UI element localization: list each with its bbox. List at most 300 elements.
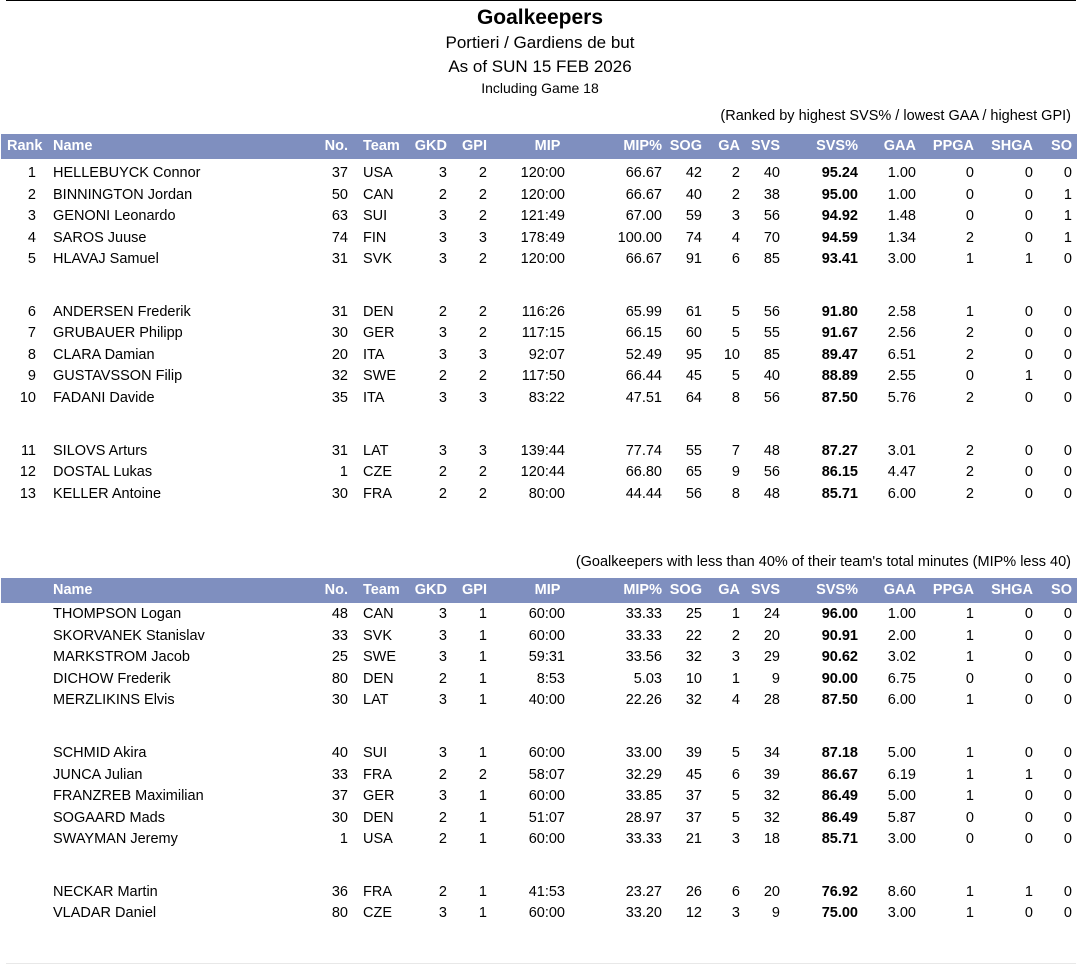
- cell-team: SWE: [363, 368, 397, 384]
- cell-gpi: 2: [478, 165, 487, 181]
- cell-mip: 83:22: [528, 390, 565, 406]
- cell-ga: 5: [731, 325, 740, 341]
- cell-shga: 1: [1024, 368, 1033, 384]
- column-header-shga: SHGA: [991, 582, 1033, 598]
- cell-gkd: 3: [438, 208, 447, 224]
- cell-so: 0: [1063, 692, 1072, 708]
- cell-team: USA: [363, 165, 393, 181]
- cell-rank: 7: [27, 325, 36, 341]
- cell-gkd: 3: [438, 390, 447, 406]
- cell-mipp: 65.99: [625, 304, 662, 320]
- cell-name: SWAYMAN Jeremy: [53, 831, 178, 847]
- cell-rank: 8: [27, 347, 36, 363]
- cell-gkd: 3: [438, 692, 447, 708]
- cell-mip: 139:44: [520, 443, 565, 459]
- cell-so: 1: [1063, 230, 1072, 246]
- cell-svsp: 89.47: [821, 347, 858, 363]
- column-header-gkd: GKD: [414, 582, 447, 598]
- cell-gaa: 3.00: [887, 905, 916, 921]
- cell-gaa: 1.00: [887, 187, 916, 203]
- table-row: [0, 603, 1080, 625]
- cell-mipp: 100.00: [617, 230, 662, 246]
- cell-so: 0: [1063, 745, 1072, 761]
- cell-sog: 21: [685, 831, 702, 847]
- cell-svs: 55: [763, 325, 780, 341]
- cell-gpi: 1: [478, 671, 487, 687]
- column-header-ppga: PPGA: [932, 582, 974, 598]
- cell-mip: 60:00: [528, 745, 565, 761]
- table-row: [0, 162, 1080, 184]
- cell-name: JUNCA Julian: [53, 767, 143, 783]
- cell-gpi: 2: [478, 325, 487, 341]
- column-header-row: [0, 578, 1080, 603]
- cell-mipp: 66.67: [625, 165, 662, 181]
- cell-svsp: 93.41: [821, 251, 858, 267]
- column-header-team: Team: [363, 582, 400, 598]
- cell-sog: 45: [685, 368, 702, 384]
- cell-ga: 3: [731, 905, 740, 921]
- cell-gkd: 2: [438, 884, 447, 900]
- cell-team: DEN: [363, 810, 394, 826]
- cell-name: CLARA Damian: [53, 347, 155, 363]
- cell-no: 20: [331, 347, 348, 363]
- cell-no: 37: [331, 788, 348, 804]
- cell-team: CAN: [363, 187, 394, 203]
- table-row: [0, 301, 1080, 323]
- cell-svs: 56: [763, 390, 780, 406]
- cell-svs: 40: [763, 368, 780, 384]
- cell-gpi: 1: [478, 628, 487, 644]
- cell-gaa: 1.34: [887, 230, 916, 246]
- cell-no: 31: [331, 251, 348, 267]
- cell-shga: 0: [1024, 325, 1033, 341]
- column-header-svs: SVS: [750, 582, 780, 598]
- cell-mipp: 66.67: [625, 251, 662, 267]
- table-row: [0, 461, 1080, 483]
- cell-ga: 6: [731, 767, 740, 783]
- cell-gaa: 5.00: [887, 788, 916, 804]
- cell-mipp: 66.15: [625, 325, 662, 341]
- column-header-sog: SOG: [669, 582, 702, 598]
- cell-mipp: 5.03: [633, 671, 662, 687]
- table-row: [0, 689, 1080, 711]
- cell-shga: 0: [1024, 606, 1033, 622]
- cell-so: 0: [1063, 347, 1072, 363]
- cell-svs: 9: [771, 905, 780, 921]
- cell-mip: 8:53: [536, 671, 565, 687]
- cell-ppga: 1: [965, 745, 974, 761]
- cell-so: 0: [1063, 325, 1072, 341]
- cell-no: 63: [331, 208, 348, 224]
- cell-so: 0: [1063, 905, 1072, 921]
- cell-team: GER: [363, 325, 395, 341]
- cell-ppga: 1: [965, 606, 974, 622]
- column-header-shga: SHGA: [991, 138, 1033, 154]
- cell-gpi: 2: [478, 368, 487, 384]
- column-header-row: [0, 134, 1080, 159]
- cell-svs: 32: [763, 810, 780, 826]
- cell-ppga: 0: [965, 165, 974, 181]
- cell-ppga: 0: [965, 187, 974, 203]
- cell-name: HLAVAJ Samuel: [53, 251, 159, 267]
- cell-svs: 85: [763, 347, 780, 363]
- cell-no: 30: [331, 810, 348, 826]
- cell-ppga: 1: [965, 304, 974, 320]
- cell-svs: 56: [763, 304, 780, 320]
- cell-mip: 60:00: [528, 905, 565, 921]
- cell-team: FIN: [363, 230, 387, 246]
- cell-no: 37: [331, 165, 348, 181]
- cell-mipp: 33.33: [625, 831, 662, 847]
- cell-shga: 0: [1024, 390, 1033, 406]
- table-row: [0, 322, 1080, 344]
- cell-team: FRA: [363, 767, 392, 783]
- cell-gkd: 2: [438, 464, 447, 480]
- column-header-ga: GA: [718, 582, 740, 598]
- cell-name: SILOVS Arturs: [53, 443, 148, 459]
- cell-no: 33: [331, 767, 348, 783]
- cell-no: 25: [331, 649, 348, 665]
- cell-shga: 1: [1024, 767, 1033, 783]
- cell-name: DOSTAL Lukas: [53, 464, 153, 480]
- cell-gaa: 6.51: [887, 347, 916, 363]
- table-row: [0, 248, 1080, 270]
- cell-gaa: 6.75: [887, 671, 916, 687]
- cell-svs: 39: [763, 767, 780, 783]
- cell-gaa: 8.60: [887, 884, 916, 900]
- cell-no: 35: [331, 390, 348, 406]
- cell-team: ITA: [363, 347, 385, 363]
- cell-ppga: 1: [965, 884, 974, 900]
- cell-mip: 120:00: [520, 251, 565, 267]
- cell-ppga: 2: [965, 443, 974, 459]
- cell-no: 80: [331, 905, 348, 921]
- cell-mipp: 66.67: [625, 187, 662, 203]
- cell-ga: 2: [731, 187, 740, 203]
- cell-shga: 0: [1024, 187, 1033, 203]
- including-game: Including Game 18: [481, 80, 599, 96]
- cell-ga: 5: [731, 304, 740, 320]
- cell-shga: 0: [1024, 208, 1033, 224]
- cell-svs: 29: [763, 649, 780, 665]
- cell-so: 1: [1063, 187, 1072, 203]
- cell-so: 0: [1063, 464, 1072, 480]
- report-header: [0, 5, 1080, 98]
- cell-name: SAROS Juuse: [53, 230, 147, 246]
- cell-gkd: 3: [438, 230, 447, 246]
- cell-so: 0: [1063, 165, 1072, 181]
- cell-svsp: 95.24: [821, 165, 858, 181]
- cell-gpi: 2: [478, 464, 487, 480]
- cell-svsp: 76.92: [821, 884, 858, 900]
- cell-gaa: 5.00: [887, 745, 916, 761]
- cell-gpi: 1: [478, 649, 487, 665]
- cell-so: 0: [1063, 486, 1072, 502]
- cell-sog: 22: [685, 628, 702, 644]
- cell-sog: 37: [685, 788, 702, 804]
- cell-so: 0: [1063, 628, 1072, 644]
- cell-svsp: 90.00: [821, 671, 858, 687]
- cell-mip: 117:50: [521, 368, 565, 384]
- cell-so: 0: [1063, 810, 1072, 826]
- cell-team: USA: [363, 831, 393, 847]
- cell-gkd: 2: [438, 304, 447, 320]
- cell-mipp: 77.74: [625, 443, 662, 459]
- cell-shga: 0: [1024, 443, 1033, 459]
- cell-gpi: 2: [478, 187, 487, 203]
- cell-mip: 116:26: [521, 304, 565, 320]
- cell-shga: 0: [1024, 347, 1033, 363]
- cell-shga: 0: [1024, 649, 1033, 665]
- cell-ga: 5: [731, 810, 740, 826]
- cell-gpi: 2: [478, 251, 487, 267]
- cell-gkd: 3: [438, 347, 447, 363]
- cell-gkd: 3: [438, 251, 447, 267]
- cell-gaa: 2.58: [887, 304, 916, 320]
- cell-gaa: 1.00: [887, 165, 916, 181]
- cell-gkd: 3: [438, 745, 447, 761]
- column-header-gaa: GAA: [883, 582, 916, 598]
- column-header-so: SO: [1051, 582, 1072, 598]
- cell-gkd: 3: [438, 606, 447, 622]
- cell-sog: 37: [685, 810, 702, 826]
- column-header-svs: SVS: [750, 138, 780, 154]
- ranking-note: (Ranked by highest SVS% / lowest GAA / highest GPI): [720, 108, 1071, 124]
- cell-rank: 1: [27, 165, 36, 181]
- cell-no: 1: [339, 464, 348, 480]
- cell-svs: 20: [763, 628, 780, 644]
- cell-shga: 0: [1024, 810, 1033, 826]
- cell-rank: 11: [20, 443, 36, 459]
- cell-ga: 3: [731, 649, 740, 665]
- cell-mipp: 66.80: [625, 464, 662, 480]
- column-header-ppga: PPGA: [932, 138, 974, 154]
- cell-rank: 3: [27, 208, 36, 224]
- cell-mip: 120:00: [520, 165, 565, 181]
- cell-sog: 64: [685, 390, 702, 406]
- column-header-svs: SVS%: [816, 582, 858, 598]
- cell-name: DICHOW Frederik: [53, 671, 171, 687]
- cell-gkd: 3: [438, 905, 447, 921]
- column-header-no: No.: [324, 138, 348, 154]
- top-rule: [6, 0, 1076, 1]
- cell-mipp: 44.44: [625, 486, 662, 502]
- table-row: [0, 483, 1080, 505]
- cell-mipp: 33.00: [625, 745, 662, 761]
- cell-so: 0: [1063, 831, 1072, 847]
- cell-ga: 5: [731, 788, 740, 804]
- cell-mip: 117:15: [521, 325, 565, 341]
- cell-mipp: 66.44: [625, 368, 662, 384]
- cell-svs: 32: [763, 788, 780, 804]
- cell-gpi: 1: [478, 788, 487, 804]
- cell-ga: 2: [731, 628, 740, 644]
- cell-ga: 4: [731, 230, 740, 246]
- cell-no: 31: [331, 443, 348, 459]
- column-header-gaa: GAA: [883, 138, 916, 154]
- cell-ppga: 1: [965, 767, 974, 783]
- cell-so: 0: [1063, 649, 1072, 665]
- cell-gkd: 3: [438, 325, 447, 341]
- cell-rank: 9: [27, 368, 36, 384]
- cell-svsp: 85.71: [821, 486, 858, 502]
- cell-gaa: 6.00: [887, 486, 916, 502]
- table-row: [0, 785, 1080, 807]
- cell-svsp: 90.62: [821, 649, 858, 665]
- cell-svs: 34: [763, 745, 780, 761]
- cell-svs: 40: [763, 165, 780, 181]
- cell-sog: 61: [685, 304, 702, 320]
- cell-team: SWE: [363, 649, 397, 665]
- cell-team: CZE: [363, 464, 392, 480]
- cell-rank: 6: [27, 304, 36, 320]
- cell-no: 50: [331, 187, 348, 203]
- cell-sog: 10: [685, 671, 702, 687]
- cell-gaa: 2.56: [887, 325, 916, 341]
- cell-mip: 58:07: [528, 767, 565, 783]
- cell-team: SUI: [363, 745, 388, 761]
- cell-ppga: 2: [965, 325, 974, 341]
- cell-gpi: 1: [478, 884, 487, 900]
- cell-ppga: 0: [965, 208, 974, 224]
- cell-gaa: 5.76: [887, 390, 916, 406]
- column-header-gkd: GKD: [414, 138, 447, 154]
- cell-gkd: 3: [438, 628, 447, 644]
- cell-mipp: 67.00: [625, 208, 662, 224]
- cell-shga: 0: [1024, 745, 1033, 761]
- cell-gpi: 2: [478, 486, 487, 502]
- cell-ppga: 1: [965, 251, 974, 267]
- cell-name: SKORVANEK Stanislav: [53, 628, 205, 644]
- column-header-team: Team: [363, 138, 400, 154]
- cell-gpi: 2: [478, 767, 487, 783]
- table-row: [0, 227, 1080, 249]
- table-row: [0, 668, 1080, 690]
- cell-team: GER: [363, 788, 395, 804]
- cell-no: 74: [331, 230, 348, 246]
- column-header-mip: MIP%: [623, 138, 662, 154]
- cell-shga: 0: [1024, 230, 1033, 246]
- cell-mipp: 33.33: [625, 628, 662, 644]
- cell-mip: 60:00: [528, 628, 565, 644]
- cell-sog: 60: [685, 325, 702, 341]
- cell-shga: 0: [1024, 464, 1033, 480]
- cell-mipp: 23.27: [625, 884, 662, 900]
- cell-no: 36: [331, 884, 348, 900]
- cell-team: FRA: [363, 884, 392, 900]
- table-row: [0, 625, 1080, 647]
- cell-name: BINNINGTON Jordan: [53, 187, 193, 203]
- cell-shga: 0: [1024, 486, 1033, 502]
- cell-sog: 65: [685, 464, 702, 480]
- cell-shga: 0: [1024, 905, 1033, 921]
- cell-sog: 91: [685, 251, 702, 267]
- table-row: [0, 828, 1080, 850]
- cell-svs: 24: [763, 606, 780, 622]
- cell-svs: 48: [763, 486, 780, 502]
- cell-mipp: 28.97: [625, 810, 662, 826]
- cell-so: 1: [1063, 208, 1072, 224]
- cell-mip: 80:00: [528, 486, 565, 502]
- table-row: [0, 344, 1080, 366]
- cell-svs: 56: [763, 208, 780, 224]
- cell-team: DEN: [363, 304, 394, 320]
- cell-mip: 41:53: [528, 884, 565, 900]
- table-row: [0, 902, 1080, 924]
- cell-ga: 1: [731, 606, 740, 622]
- cell-team: LAT: [363, 692, 389, 708]
- cell-so: 0: [1063, 671, 1072, 687]
- column-header-gpi: GPI: [462, 582, 487, 598]
- column-header-svs: SVS%: [816, 138, 858, 154]
- cell-mipp: 33.85: [625, 788, 662, 804]
- column-header-name: Name: [53, 138, 93, 154]
- cell-svsp: 87.18: [821, 745, 858, 761]
- cell-gaa: 2.55: [887, 368, 916, 384]
- cell-gaa: 4.47: [887, 464, 916, 480]
- cell-gaa: 3.01: [887, 443, 916, 459]
- cell-svsp: 94.92: [821, 208, 858, 224]
- cell-gaa: 1.48: [887, 208, 916, 224]
- cell-sog: 45: [685, 767, 702, 783]
- cell-shga: 0: [1024, 788, 1033, 804]
- cell-gkd: 2: [438, 831, 447, 847]
- column-header-mip: MIP%: [623, 582, 662, 598]
- cell-sog: 26: [685, 884, 702, 900]
- cell-gpi: 1: [478, 810, 487, 826]
- cell-svs: 20: [763, 884, 780, 900]
- cell-ga: 6: [731, 884, 740, 900]
- cell-no: 31: [331, 304, 348, 320]
- cell-sog: 40: [685, 187, 702, 203]
- cell-sog: 42: [685, 165, 702, 181]
- cell-shga: 0: [1024, 671, 1033, 687]
- cell-mip: 59:31: [528, 649, 565, 665]
- cell-sog: 59: [685, 208, 702, 224]
- cell-gaa: 3.00: [887, 831, 916, 847]
- cell-gaa: 3.02: [887, 649, 916, 665]
- cell-gpi: 2: [478, 304, 487, 320]
- cell-mipp: 33.20: [625, 905, 662, 921]
- cell-ppga: 2: [965, 347, 974, 363]
- column-header-ga: GA: [718, 138, 740, 154]
- cell-gpi: 3: [478, 347, 487, 363]
- cell-so: 0: [1063, 304, 1072, 320]
- cell-ppga: 2: [965, 390, 974, 406]
- cell-ppga: 2: [965, 464, 974, 480]
- table-row: [0, 205, 1080, 227]
- cell-mipp: 33.33: [625, 606, 662, 622]
- cell-gpi: 3: [478, 230, 487, 246]
- table-row: [0, 646, 1080, 668]
- cell-ga: 8: [731, 390, 740, 406]
- cell-rank: 2: [27, 187, 36, 203]
- cell-svsp: 86.67: [821, 767, 858, 783]
- cell-name: MARKSTROM Jacob: [53, 649, 190, 665]
- cell-svsp: 96.00: [821, 606, 858, 622]
- cell-team: CZE: [363, 905, 392, 921]
- cell-mip: 40:00: [528, 692, 565, 708]
- cell-gkd: 2: [438, 767, 447, 783]
- cell-gaa: 3.00: [887, 251, 916, 267]
- cell-svsp: 94.59: [821, 230, 858, 246]
- cell-ga: 10: [723, 347, 740, 363]
- cell-gpi: 1: [478, 606, 487, 622]
- cell-mip: 60:00: [528, 831, 565, 847]
- cell-gpi: 3: [478, 443, 487, 459]
- cell-mip: 120:00: [520, 187, 565, 203]
- column-header-so: SO: [1051, 138, 1072, 154]
